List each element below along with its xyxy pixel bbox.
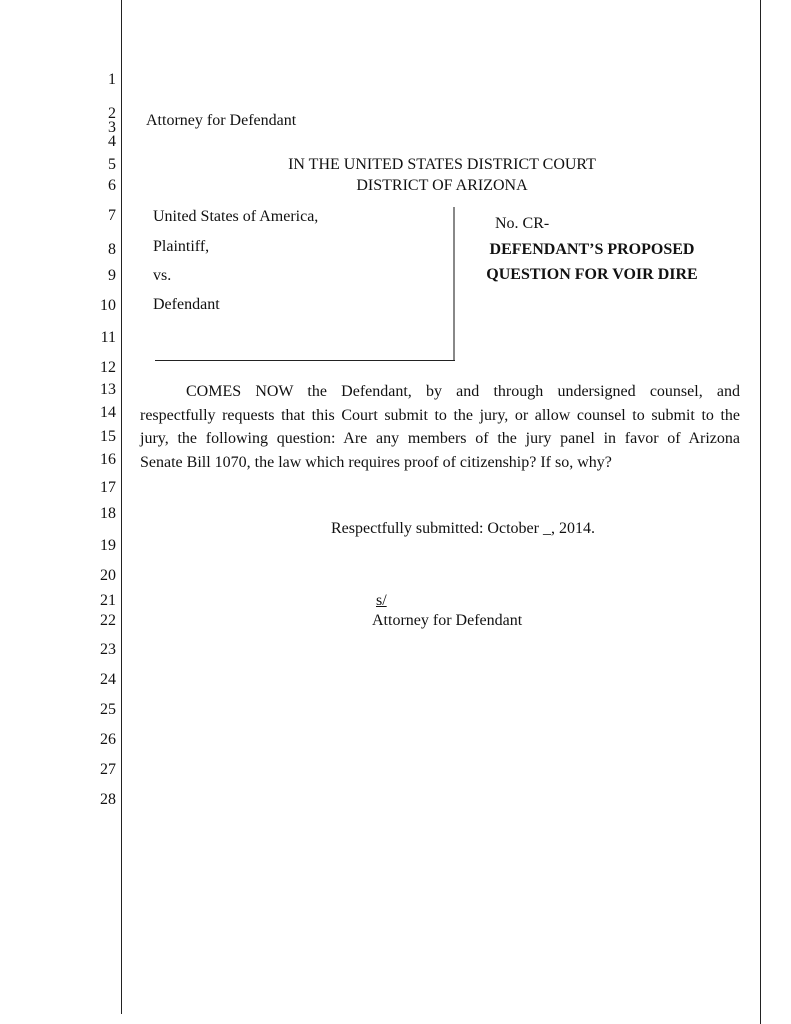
line-number: 2 (108, 105, 116, 122)
respectfully-submitted: Respectfully submitted: October _, 2014. (331, 520, 595, 537)
line-number: 20 (100, 567, 116, 584)
left-margin-rule (121, 0, 122, 1014)
line-number: 21 (100, 592, 116, 609)
line-number: 23 (100, 641, 116, 658)
caption-horizontal-rule (155, 360, 455, 361)
line-number: 18 (100, 505, 116, 522)
body-line: COMES NOW the Defendant, by and through undersigned counsel, and (186, 383, 740, 400)
line-number: 16 (100, 451, 116, 468)
line-number: 12 (100, 359, 116, 376)
line-number: 17 (100, 479, 116, 496)
line-number: 11 (100, 329, 116, 346)
line-number: 28 (100, 791, 116, 808)
body-paragraph (140, 380, 740, 475)
body-line: respectfully requests that this Court submit to the jury, or allow counsel to submit to the (140, 406, 740, 424)
line-number: 26 (100, 731, 116, 748)
court-district: DISTRICT OF ARIZONA (356, 177, 528, 194)
line-number: 1 (108, 71, 116, 88)
line-number: 4 (108, 133, 116, 150)
defendant-role: Defendant (153, 296, 220, 313)
line-number: 19 (100, 537, 116, 554)
caption-vertical-rule (453, 207, 455, 361)
attorney-header: Attorney for Defendant (146, 112, 297, 129)
line-number: 15 (100, 428, 116, 445)
body-line: Senate Bill 1070, the law which requires proof of citizenship? If so, why? (140, 454, 612, 472)
line-number: 9 (108, 267, 116, 284)
plaintiff-role: Plaintiff, (153, 238, 210, 255)
line-number: 8 (108, 241, 116, 258)
document-title-line-2: QUESTION FOR VOIR DIRE (486, 266, 698, 283)
body-line: jury, the following question: Are any members of the jury panel in favor of Arizona (140, 430, 740, 448)
line-number: 24 (100, 671, 116, 688)
signature: s/ (376, 592, 387, 609)
line-number: 3 (108, 119, 116, 136)
case-number: No. CR- (495, 215, 550, 232)
court-name: IN THE UNITED STATES DISTRICT COURT (288, 156, 596, 173)
signer-title: Attorney for Defendant (372, 612, 523, 629)
line-number: 25 (100, 701, 116, 718)
right-margin-rule (760, 0, 761, 1024)
line-number: 7 (108, 207, 116, 224)
line-number: 27 (100, 761, 116, 778)
line-number: 22 (100, 612, 116, 629)
line-number: 13 (100, 381, 116, 398)
line-number: 14 (100, 404, 116, 421)
line-number: 5 (108, 156, 116, 173)
plaintiff-name: United States of America, (153, 208, 319, 225)
line-number: 6 (108, 177, 116, 194)
versus-label: vs. (153, 267, 172, 284)
document-title-line-1: DEFENDANT’S PROPOSED (489, 241, 695, 258)
line-number: 10 (100, 297, 116, 314)
